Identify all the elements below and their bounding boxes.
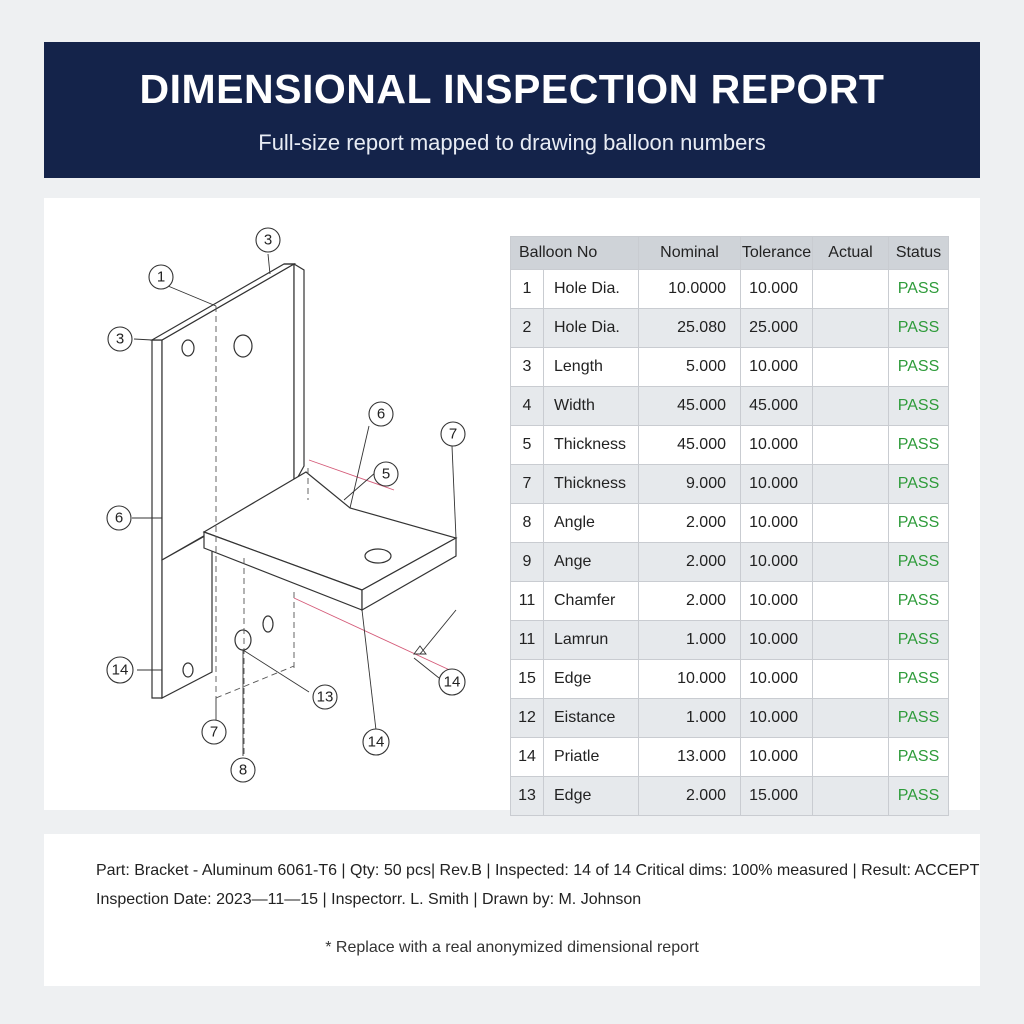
cell-tolerance: 10.000 bbox=[741, 582, 813, 621]
placeholder-note: * Replace with a real anonymized dimensional report bbox=[325, 939, 699, 956]
table-row bbox=[511, 387, 949, 426]
table-row bbox=[511, 738, 949, 777]
flange-hole bbox=[365, 549, 391, 563]
col-nominal: Nominal bbox=[639, 237, 741, 270]
vertical-plate-front bbox=[152, 340, 162, 698]
col-status: Status bbox=[889, 237, 949, 270]
cell-balloon-no: 9 bbox=[511, 543, 544, 581]
table-row bbox=[511, 777, 949, 816]
cell-nominal: 25.080 bbox=[639, 309, 741, 348]
svg-text:1: 1 bbox=[156, 268, 166, 286]
cell-feature: Edge bbox=[554, 670, 592, 687]
cell-nominal: 2.000 bbox=[639, 582, 741, 621]
balloon-6-left bbox=[107, 506, 131, 530]
cell-status: PASS bbox=[889, 504, 949, 543]
cell-nominal: 5.000 bbox=[639, 348, 741, 387]
report-subtitle: Full-size report mapped to drawing balloon numbers bbox=[258, 130, 766, 155]
small-marker bbox=[414, 646, 426, 654]
cell-feature: Lamrun bbox=[554, 631, 609, 648]
cell-balloon-no: 4 bbox=[511, 387, 544, 425]
cell-feature: Thickness bbox=[554, 475, 627, 492]
cell-tolerance: 10.000 bbox=[741, 426, 813, 465]
cell-tolerance: 10.000 bbox=[741, 348, 813, 387]
leader-small-mark bbox=[420, 610, 456, 654]
svg-text:14: 14 bbox=[367, 733, 385, 751]
table-row bbox=[511, 309, 949, 348]
cell-actual bbox=[813, 465, 889, 504]
svg-text:14: 14 bbox=[443, 673, 461, 691]
cell-tolerance: 10.000 bbox=[741, 270, 813, 309]
cell-tolerance: 15.000 bbox=[741, 777, 813, 816]
report-header bbox=[44, 42, 980, 178]
col-actual: Actual bbox=[813, 237, 889, 270]
cell-feature: Ange bbox=[554, 553, 592, 570]
cell-nominal: 45.000 bbox=[639, 387, 741, 426]
table-row bbox=[511, 504, 949, 543]
svg-text:7: 7 bbox=[448, 425, 458, 443]
balloon-14-left bbox=[107, 657, 133, 683]
part-summary: Part: Bracket - Aluminum 6061-T6 | Qty: 50 pcs| Rev.B | Inspected: 14 of 14 Critical dims: 100% measured | Result: ACCEPT bbox=[96, 862, 980, 879]
cell-feature: Eistance bbox=[554, 709, 616, 726]
cell-balloon-no: 3 bbox=[511, 348, 544, 386]
cell-feature: Thickness bbox=[554, 436, 627, 453]
dimension-line-lower bbox=[294, 598, 454, 672]
cell-feature: Priatle bbox=[554, 748, 600, 765]
cell-balloon bbox=[511, 309, 639, 348]
svg-text:3: 3 bbox=[115, 330, 125, 348]
table-row bbox=[511, 465, 949, 504]
cell-actual bbox=[813, 426, 889, 465]
hole-lower-left bbox=[183, 663, 193, 677]
cell-feature: Edge bbox=[554, 787, 592, 804]
inspection-table bbox=[510, 236, 949, 816]
col-tolerance: Tolerance bbox=[741, 237, 813, 270]
cell-status: PASS bbox=[889, 621, 949, 660]
cell-feature: Angle bbox=[554, 514, 595, 531]
balloon-13 bbox=[313, 685, 337, 709]
cell-balloon-no: 8 bbox=[511, 504, 544, 542]
cell-actual bbox=[813, 348, 889, 387]
cell-actual bbox=[813, 270, 889, 309]
balloon-5 bbox=[374, 462, 398, 486]
cell-feature: Length bbox=[554, 358, 603, 375]
hole-upper-right bbox=[234, 335, 252, 357]
bracket-drawing-svg bbox=[44, 198, 514, 810]
cell-balloon bbox=[511, 426, 639, 465]
table-row bbox=[511, 582, 949, 621]
cell-feature: Hole Dia. bbox=[554, 319, 620, 336]
svg-text:6: 6 bbox=[114, 509, 124, 527]
cell-balloon-no: 15 bbox=[511, 660, 544, 698]
cell-status: PASS bbox=[889, 426, 949, 465]
table-row bbox=[511, 426, 949, 465]
leader-1 bbox=[168, 286, 216, 306]
cell-balloon-no: 11 bbox=[511, 621, 544, 659]
svg-text:8: 8 bbox=[238, 761, 248, 779]
leader-6 bbox=[350, 426, 369, 508]
inspection-details: Inspection Date: 2023—11—15 | Inspectorr. L. Smith | Drawn by: M. Johnson bbox=[96, 891, 642, 908]
cell-nominal: 13.000 bbox=[639, 738, 741, 777]
cell-balloon-no: 11 bbox=[511, 582, 544, 620]
leader-3-left bbox=[134, 339, 152, 340]
cell-balloon bbox=[511, 582, 639, 621]
cell-balloon bbox=[511, 348, 639, 387]
table-header-row bbox=[511, 237, 949, 270]
balloon-14-bottom bbox=[363, 729, 389, 755]
cell-tolerance: 10.000 bbox=[741, 543, 813, 582]
cell-balloon bbox=[511, 387, 639, 426]
cell-actual bbox=[813, 309, 889, 348]
centerline-diag bbox=[216, 666, 294, 698]
cell-status: PASS bbox=[889, 543, 949, 582]
cell-status: PASS bbox=[889, 387, 949, 426]
cell-nominal: 2.000 bbox=[639, 777, 741, 816]
table-body bbox=[511, 270, 949, 816]
hole-small bbox=[263, 616, 273, 632]
balloon-7-bottom bbox=[202, 720, 226, 744]
cell-balloon-no: 2 bbox=[511, 309, 544, 347]
cell-nominal: 2.000 bbox=[639, 543, 741, 582]
cell-status: PASS bbox=[889, 738, 949, 777]
cell-balloon bbox=[511, 504, 639, 543]
cell-balloon-no: 1 bbox=[511, 270, 544, 308]
cell-status: PASS bbox=[889, 465, 949, 504]
leader-14-right bbox=[414, 658, 439, 678]
col-balloon-no: Balloon No bbox=[511, 237, 639, 270]
table-row bbox=[511, 270, 949, 309]
balloon-6 bbox=[369, 402, 393, 426]
cell-actual bbox=[813, 777, 889, 816]
cell-tolerance: 10.000 bbox=[741, 660, 813, 699]
cell-balloon bbox=[511, 738, 639, 777]
cell-actual bbox=[813, 582, 889, 621]
cell-feature: Width bbox=[554, 397, 595, 414]
cell-status: PASS bbox=[889, 270, 949, 309]
bracket-drawing bbox=[44, 198, 514, 810]
svg-text:13: 13 bbox=[316, 688, 334, 706]
balloon-3-left bbox=[108, 327, 132, 351]
cell-actual bbox=[813, 660, 889, 699]
report-body bbox=[44, 198, 980, 810]
cell-actual bbox=[813, 621, 889, 660]
cell-actual bbox=[813, 699, 889, 738]
cell-nominal: 1.000 bbox=[639, 699, 741, 738]
cell-balloon bbox=[511, 660, 639, 699]
balloon-7-right bbox=[441, 422, 465, 446]
cell-balloon bbox=[511, 777, 639, 816]
cell-balloon bbox=[511, 621, 639, 660]
cell-status: PASS bbox=[889, 699, 949, 738]
svg-text:7: 7 bbox=[209, 723, 219, 741]
cell-status: PASS bbox=[889, 309, 949, 348]
cell-status: PASS bbox=[889, 777, 949, 816]
leader-14-bottom bbox=[362, 610, 376, 730]
cell-nominal: 45.000 bbox=[639, 426, 741, 465]
cell-balloon bbox=[511, 270, 639, 309]
hole-upper-left bbox=[182, 340, 194, 356]
cell-balloon-no: 14 bbox=[511, 738, 544, 776]
cell-actual bbox=[813, 738, 889, 777]
balloon-14-right bbox=[439, 669, 465, 695]
cell-tolerance: 45.000 bbox=[741, 387, 813, 426]
cell-tolerance: 10.000 bbox=[741, 621, 813, 660]
leader-7-right bbox=[452, 446, 456, 538]
leader-13 bbox=[243, 650, 309, 692]
cell-status: PASS bbox=[889, 348, 949, 387]
balloon-1 bbox=[149, 265, 173, 289]
leader-5 bbox=[344, 472, 376, 500]
cell-actual bbox=[813, 504, 889, 543]
balloon-8 bbox=[231, 758, 255, 782]
cell-nominal: 10.000 bbox=[639, 660, 741, 699]
cell-nominal: 9.000 bbox=[639, 465, 741, 504]
cell-balloon bbox=[511, 465, 639, 504]
svg-text:6: 6 bbox=[376, 405, 386, 423]
cell-status: PASS bbox=[889, 660, 949, 699]
cell-tolerance: 10.000 bbox=[741, 738, 813, 777]
svg-text:14: 14 bbox=[111, 661, 129, 679]
cell-nominal: 10.0000 bbox=[639, 270, 741, 309]
cell-actual bbox=[813, 543, 889, 582]
cell-balloon-no: 5 bbox=[511, 426, 544, 464]
table-row bbox=[511, 660, 949, 699]
cell-nominal: 1.000 bbox=[639, 621, 741, 660]
cell-actual bbox=[813, 387, 889, 426]
leader-3-top bbox=[268, 254, 270, 274]
report-title: DIMENSIONAL INSPECTION REPORT bbox=[139, 66, 885, 112]
cell-status: PASS bbox=[889, 582, 949, 621]
table-row bbox=[511, 543, 949, 582]
svg-text:5: 5 bbox=[381, 465, 391, 483]
table-row bbox=[511, 699, 949, 738]
hole-web bbox=[235, 630, 251, 650]
cell-balloon-no: 7 bbox=[511, 465, 544, 503]
cell-nominal: 2.000 bbox=[639, 504, 741, 543]
table-row bbox=[511, 348, 949, 387]
cell-balloon bbox=[511, 699, 639, 738]
cell-balloon bbox=[511, 543, 639, 582]
svg-text:3: 3 bbox=[263, 231, 273, 249]
cell-feature: Chamfer bbox=[554, 592, 616, 609]
cell-tolerance: 25.000 bbox=[741, 309, 813, 348]
cell-balloon-no: 13 bbox=[511, 777, 544, 815]
cell-feature: Hole Dia. bbox=[554, 280, 620, 297]
cell-tolerance: 10.000 bbox=[741, 699, 813, 738]
table-row bbox=[511, 621, 949, 660]
cell-tolerance: 10.000 bbox=[741, 465, 813, 504]
cell-balloon-no: 12 bbox=[511, 699, 544, 737]
cell-tolerance: 10.000 bbox=[741, 504, 813, 543]
report-footer bbox=[44, 834, 980, 986]
balloon-3-top bbox=[256, 228, 280, 252]
